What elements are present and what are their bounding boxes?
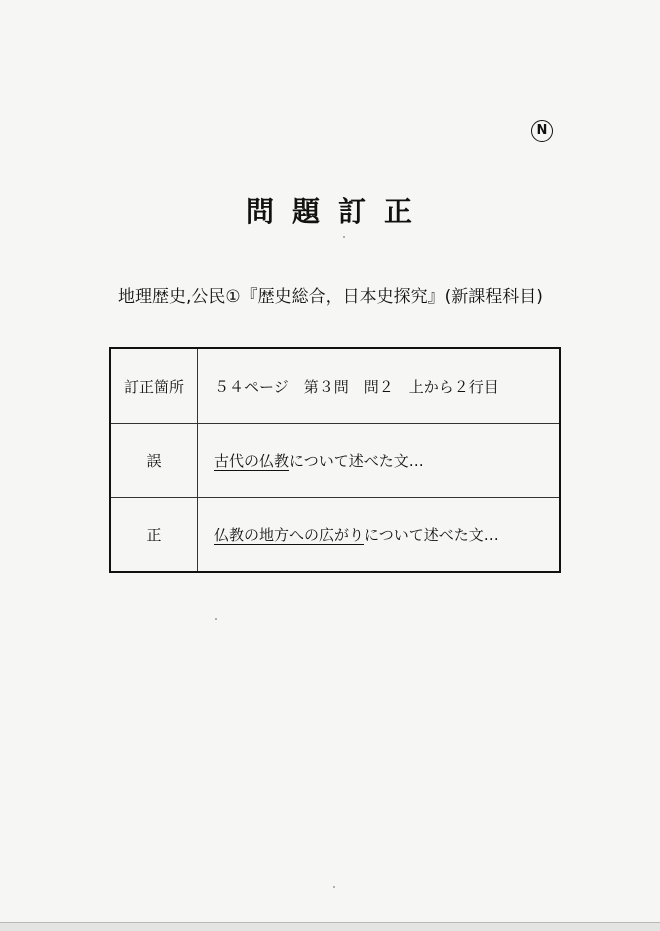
- correct-text: [198, 498, 561, 573]
- location-value: ５４ページ 第３問 問２ 上から２行目: [198, 348, 561, 424]
- wrong-rest-text: について述べた文…: [289, 452, 424, 470]
- speck: [343, 236, 345, 238]
- wrong-text: [198, 424, 561, 498]
- correct-label: 正: [110, 498, 198, 573]
- errata-table: [109, 347, 561, 573]
- wrong-label: 誤: [110, 424, 198, 498]
- correct-rest-text: について述べた文…: [364, 526, 499, 544]
- circled-n-mark: N: [531, 120, 553, 142]
- speck: [215, 618, 217, 620]
- table-row-wrong: [110, 424, 560, 498]
- correct-underlined-text: 仏教の地方への広がり: [214, 526, 365, 544]
- table-row-correct: [110, 498, 560, 573]
- subject-line: 地理歴史,公民①『歴史総合，日本史探究』(新課程科目): [118, 287, 543, 307]
- table-row-location: [110, 348, 560, 424]
- wrong-underlined-text: 古代の仏教: [214, 452, 290, 470]
- page-title: 問題訂正: [245, 195, 430, 228]
- location-label: 訂正箇所: [110, 348, 198, 424]
- speck: [333, 886, 335, 888]
